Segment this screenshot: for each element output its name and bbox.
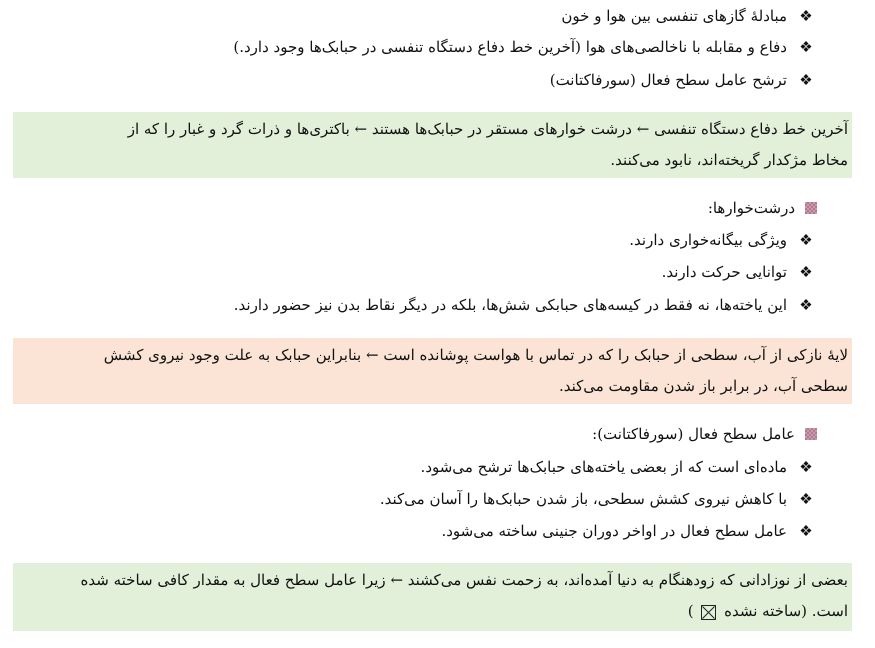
list-item (441, 519, 817, 543)
list-item (233, 35, 817, 59)
list-item-text: دفاع و مقابله با ناخالصی‌های هوا (آخرین خط دفاع دستگاه تنفسی در حبابک‌ها وجود دارد.) (233, 38, 787, 56)
highlight-text: است. (ساخته نشده (724, 602, 848, 620)
diamond-bullet-icon: ❖ (799, 490, 813, 508)
list-item-text: عامل سطح فعال در اواخر دوران جنینی ساخته می‌شود. (441, 522, 787, 540)
diamond-bullet-icon: ❖ (799, 71, 813, 89)
list-item-text: توانایی حرکت دارند. (661, 263, 787, 281)
section-heading (592, 422, 817, 446)
list-item (561, 4, 817, 28)
highlight-box (13, 338, 852, 404)
highlight-box (13, 563, 852, 631)
diamond-bullet-icon: ❖ (799, 522, 813, 540)
list-item (234, 293, 817, 317)
diamond-bullet-icon: ❖ (799, 38, 813, 56)
crossed-box-icon (701, 605, 716, 620)
highlight-line: سطحی آب، در برابر باز شدن مقاومت می‌کند. (558, 377, 848, 395)
list-item-text: با کاهش نیروی کشش سطحی، باز شدن حبابک‌ها را آسان می‌کند. (379, 490, 787, 508)
list-item (629, 228, 817, 252)
section-heading-text: درشت‌خوارها: (707, 199, 795, 217)
square-bullet-icon (805, 428, 817, 440)
list-item (421, 455, 817, 479)
highlight-line: بعضی از نوزادانی که زودهنگام به دنیا آمده‌اند، به زحمت نفس می‌کشند ← زیرا عامل سطح فعال به مقدار کافی ساخته شده (80, 571, 848, 589)
highlight-line: لایهٔ نازکی از آب، سطحی از حبابک را که در تماس با هواست پوشانده است ← بنابراین حبابک به علت وجود نیروی کشش (103, 346, 848, 364)
list-item (380, 487, 817, 511)
section-heading (708, 196, 817, 220)
diamond-bullet-icon: ❖ (799, 231, 813, 249)
list-item-text: ترشح عامل سطح فعال (سورفاکتانت) (549, 71, 787, 89)
list-item-text: ویژگی بیگانه‌خواری دارند. (629, 231, 787, 249)
section-heading-text: عامل سطح فعال (سورفاکتانت): (592, 425, 795, 443)
diamond-bullet-icon: ❖ (799, 296, 813, 314)
list-item (550, 68, 817, 92)
square-bullet-icon (805, 202, 817, 214)
diamond-bullet-icon: ❖ (799, 7, 813, 25)
highlight-box (13, 112, 852, 178)
highlight-line: مخاط مژکدار گریخته‌اند، نابود می‌کنند. (610, 151, 848, 169)
list-item-text: ماده‌ای است که از بعضی یاخته‌های حبابک‌ها ترشح می‌شود. (420, 458, 787, 476)
list-item-text: این یاخته‌ها، نه فقط در کیسه‌های حبابکی شش‌ها، بلکه در دیگر نقاط بدن نیز حضور دارند. (233, 296, 787, 314)
diamond-bullet-icon: ❖ (799, 263, 813, 281)
highlight-line: آخرین خط دفاع دستگاه تنفسی ← درشت خوارهای مستقر در حبابک‌ها هستند ← باکتری‌ها و ذرات گرد و غبار را که از (127, 120, 848, 138)
diamond-bullet-icon: ❖ (799, 458, 813, 476)
highlight-line-last (17, 596, 848, 627)
list-item-text: مبادلهٔ گازهای تنفسی بین هوا و خون (561, 7, 787, 25)
list-item (662, 260, 817, 284)
highlight-text: ) (687, 602, 694, 620)
